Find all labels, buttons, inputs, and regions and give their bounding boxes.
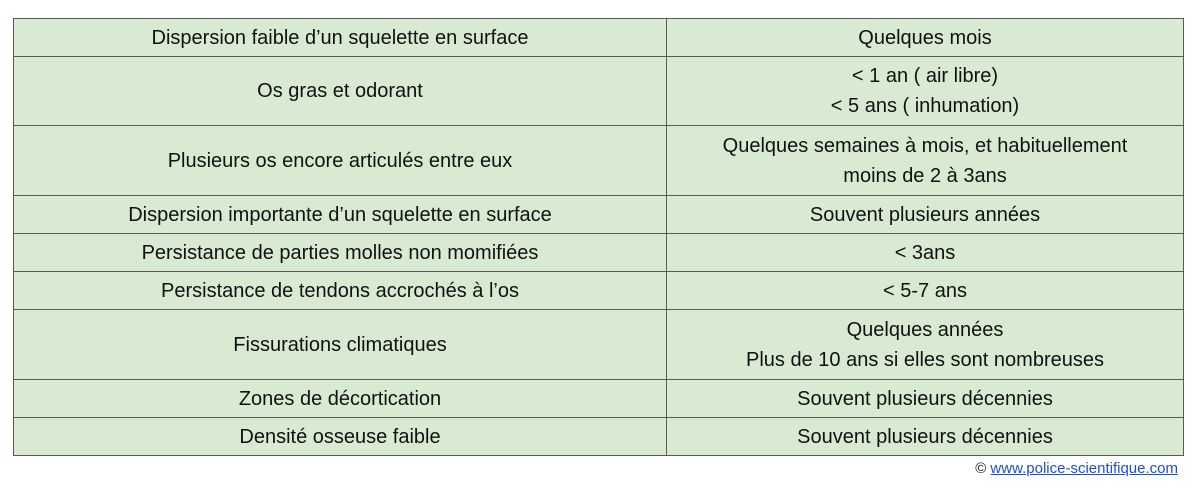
table-row bbox=[14, 196, 1184, 234]
criterion-cell: Zones de décortication bbox=[14, 380, 667, 418]
estimation-table bbox=[13, 18, 1184, 456]
table-row bbox=[14, 310, 1184, 380]
table-row bbox=[14, 126, 1184, 196]
criterion-cell: Persistance de tendons accrochés à l’os bbox=[14, 272, 667, 310]
table-row bbox=[14, 19, 1184, 57]
duration-line: Quelques semaines à mois, et habituellement bbox=[722, 134, 1128, 157]
duration-line: Quelques mois bbox=[858, 26, 992, 49]
duration-cell bbox=[667, 196, 1184, 234]
duration-cell bbox=[667, 126, 1184, 196]
criterion-cell: Densité osseuse faible bbox=[14, 418, 667, 456]
table-row bbox=[14, 418, 1184, 456]
duration-line: Quelques années bbox=[846, 318, 1004, 341]
duration-line: moins de 2 à 3ans bbox=[843, 164, 1007, 187]
duration-line: < 3ans bbox=[894, 241, 956, 264]
criterion-cell: Dispersion faible d’un squelette en surface bbox=[14, 19, 667, 57]
duration-cell bbox=[667, 57, 1184, 126]
duration-line: < 5-7 ans bbox=[883, 279, 967, 302]
duration-cell bbox=[667, 234, 1184, 272]
criterion-cell: Fissurations climatiques bbox=[14, 310, 667, 380]
duration-line: Souvent plusieurs années bbox=[809, 203, 1041, 226]
table-row bbox=[14, 380, 1184, 418]
criterion-cell: Persistance de parties molles non momifiées bbox=[14, 234, 667, 272]
source-link[interactable]: www.police-scientifique.com bbox=[990, 460, 1178, 477]
duration-line: < 5 ans ( inhumation) bbox=[830, 95, 1020, 117]
duration-cell bbox=[667, 310, 1184, 380]
duration-cell bbox=[667, 380, 1184, 418]
duration-line: Souvent plusieurs décennies bbox=[797, 387, 1053, 410]
source-credit bbox=[975, 460, 1178, 477]
duration-line: Souvent plusieurs décennies bbox=[797, 425, 1053, 448]
duration-cell bbox=[667, 418, 1184, 456]
copyright-symbol: © bbox=[975, 460, 987, 477]
criterion-cell: Os gras et odorant bbox=[14, 57, 667, 126]
table-row bbox=[14, 272, 1184, 310]
duration-cell bbox=[667, 272, 1184, 310]
criterion-cell: Dispersion importante d’un squelette en surface bbox=[14, 196, 667, 234]
duration-line: < 1 an ( air libre) bbox=[851, 65, 999, 87]
criterion-cell: Plusieurs os encore articulés entre eux bbox=[14, 126, 667, 196]
duration-line: Plus de 10 ans si elles sont nombreuses bbox=[746, 348, 1104, 371]
table-row bbox=[14, 57, 1184, 126]
duration-cell bbox=[667, 19, 1184, 57]
table-row bbox=[14, 234, 1184, 272]
